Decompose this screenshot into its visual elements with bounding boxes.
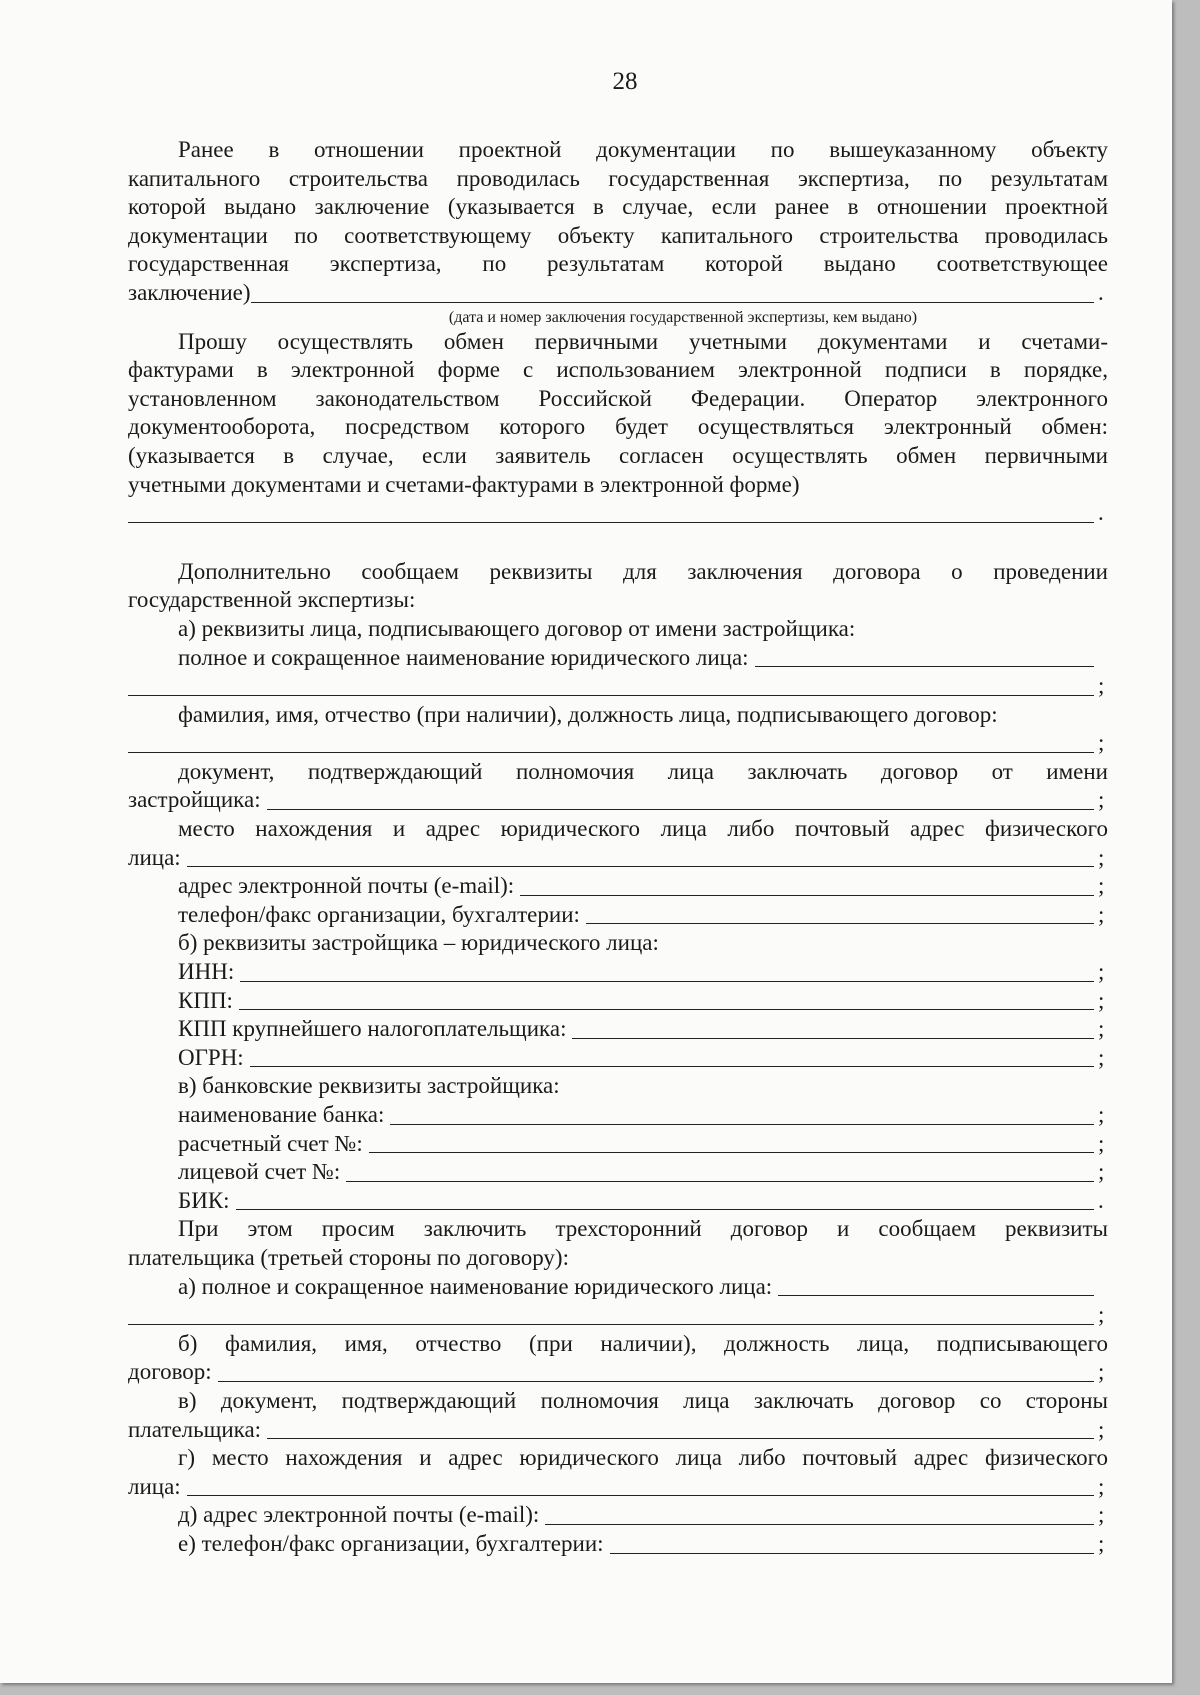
field-label: застройщика: <box>128 787 261 813</box>
address-input-line[interactable] <box>187 845 1094 867</box>
field-label: заключение) <box>128 279 251 305</box>
punctuation: ; <box>1098 1044 1105 1070</box>
field-label: наименование банка: <box>178 1102 385 1127</box>
text-line: учетными документами и счетами-фактурами в электронной форме) <box>128 471 800 497</box>
document-body <box>128 136 1108 1559</box>
punctuation: ; <box>1098 787 1105 813</box>
payer-email-input-line[interactable] <box>545 1503 1094 1525</box>
punctuation: ; <box>1098 1502 1105 1528</box>
bank-input-line[interactable] <box>390 1103 1094 1125</box>
payer-name-input-line[interactable] <box>778 1274 1094 1296</box>
payer-address-field-row <box>128 1473 1108 1502</box>
field-label: а) полное и сокращенное наименование юридического лица: <box>178 1273 773 1299</box>
text-line: плательщика (третьей стороны по договору): <box>128 1244 569 1270</box>
payer-address-input-line[interactable] <box>187 1474 1094 1496</box>
personal-account-input-line[interactable] <box>346 1160 1094 1182</box>
field-label: БИК: <box>178 1187 230 1213</box>
text-line: капитального строительства проводилась государственная экспертиза, по результатам <box>128 165 1108 191</box>
ogrn-input-line[interactable] <box>250 1045 1094 1067</box>
field-label: лицевой счет №: <box>178 1159 341 1185</box>
legal-name-continuation-row <box>128 672 1108 701</box>
section-title: а) реквизиты лица, подписывающего договор от имени застройщика: <box>178 615 856 641</box>
text-line: установленном законодательством Российской Федерации. Оператор электронного <box>128 385 1108 411</box>
legal-name-input-line-2[interactable] <box>128 674 1094 696</box>
legal-name-input-line[interactable] <box>755 645 1094 667</box>
phone-field-row <box>128 901 1108 930</box>
account-field-row <box>128 1130 1108 1159</box>
page-number: 28 <box>612 68 638 95</box>
punctuation: ; <box>1098 1130 1105 1156</box>
field-label: д) адрес электронной почты (e-mail): <box>178 1502 540 1528</box>
text-line: фактурами в электронной форме с использованием электронной подписи в порядке, <box>128 357 1108 383</box>
payer-name-continuation-row <box>128 1301 1108 1330</box>
account-input-line[interactable] <box>369 1131 1094 1153</box>
kpp-input-line[interactable] <box>239 988 1094 1010</box>
bank-field-row <box>128 1101 1108 1130</box>
email-input-line[interactable] <box>520 874 1094 896</box>
fio-field-row <box>128 729 1108 758</box>
text-line: документации по соответствующему объекту капитального строительства проводилась <box>128 222 1108 248</box>
inn-field-row <box>128 958 1108 987</box>
text-line: Дополнительно сообщаем реквизиты для заключения договора о проведении <box>178 558 1108 584</box>
payer-fio-field-row <box>128 1358 1108 1387</box>
punctuation: . <box>1098 279 1104 305</box>
punctuation: ; <box>1098 959 1105 985</box>
punctuation: ; <box>1098 1416 1105 1442</box>
text-line: г) место нахождения и адрес юридического лица либо почтовый адрес физического <box>178 1445 1108 1471</box>
text-line: государственной экспертизы: <box>128 587 416 613</box>
legal-name-field-row <box>128 644 1108 673</box>
section-title: б) реквизиты застройщика – юридического лица: <box>178 930 659 956</box>
payer-name-field-row <box>128 1273 1108 1302</box>
text-line: в) документ, подтверждающий полномочия лица заключать договор со стороны <box>178 1387 1108 1413</box>
kpp-major-input-line[interactable] <box>572 1017 1094 1039</box>
field-label: расчетный счет №: <box>178 1130 363 1156</box>
payer-phone-field-row <box>128 1530 1108 1559</box>
bik-input-line[interactable] <box>236 1188 1094 1210</box>
field-label: е) телефон/факс организации, бухгалтерии: <box>178 1530 604 1556</box>
ogrn-field-row <box>128 1044 1108 1073</box>
field-label: телефон/факс организации, бухгалтерии: <box>178 901 580 927</box>
text-line: документ, подтверждающий полномочия лица заключать договор от имени <box>178 758 1108 784</box>
punctuation: ; <box>1098 873 1105 899</box>
phone-input-line[interactable] <box>586 902 1094 924</box>
field-label: лица: <box>128 1473 181 1499</box>
fio-input-line[interactable] <box>128 731 1094 753</box>
punctuation: . <box>1098 500 1104 526</box>
conclusion-input-line[interactable] <box>251 281 1094 303</box>
authority-doc-field-row <box>128 786 1108 815</box>
text-line: которой выдано заключение (указывается в случае, если ранее в отношении проектной <box>128 194 1108 220</box>
field-label: договор: <box>128 1359 212 1385</box>
payer-fio-input-line[interactable] <box>218 1360 1094 1382</box>
field-label: КПП крупнейшего налогоплательщика: <box>178 1016 567 1042</box>
field-label: адрес электронной почты (e-mail): <box>178 873 515 899</box>
field-label: ОГРН: <box>178 1044 244 1070</box>
field-caption: (дата и номер заключения государственной экспертизы, кем выдано) <box>448 308 918 326</box>
text-line: место нахождения и адрес юридического лица либо почтовый адрес физического <box>178 816 1108 842</box>
kpp-field-row <box>128 987 1108 1016</box>
text-line: Ранее в отношении проектной документации по вышеуказанному объекту <box>178 137 1108 162</box>
bik-field-row <box>128 1187 1108 1216</box>
field-label: лица: <box>128 844 181 870</box>
payer-email-field-row <box>128 1501 1108 1530</box>
edo-operator-input-line[interactable] <box>128 501 1094 523</box>
punctuation: ; <box>1098 844 1105 870</box>
edo-operator-field-row <box>128 499 1108 528</box>
address-field-row <box>128 844 1108 873</box>
punctuation: ; <box>1098 1530 1105 1556</box>
text-line: Прошу осуществлять обмен первичными учетными документами и счетами- <box>178 328 1108 354</box>
payer-authority-input-line[interactable] <box>267 1417 1094 1439</box>
text-line: При этом просим заключить трехсторонний договор и сообщаем реквизиты <box>178 1216 1108 1242</box>
punctuation: ; <box>1098 1102 1105 1127</box>
punctuation: . <box>1098 1187 1104 1213</box>
kpp-major-field-row <box>128 1015 1108 1044</box>
payer-authority-field-row <box>128 1416 1108 1445</box>
authority-doc-input-line[interactable] <box>267 788 1094 810</box>
inn-input-line[interactable] <box>240 960 1094 982</box>
field-label: плательщика: <box>128 1416 262 1442</box>
field-label: полное и сокращенное наименование юридического лица: <box>178 644 749 670</box>
email-field-row <box>128 872 1108 901</box>
punctuation: ; <box>1098 1159 1105 1185</box>
personal-account-field-row <box>128 1158 1108 1187</box>
field-label: фамилия, имя, отчество (при наличии), должность лица, подписывающего договор: <box>178 701 998 727</box>
punctuation: ; <box>1098 1302 1105 1328</box>
punctuation: ; <box>1098 730 1105 756</box>
punctuation: ; <box>1098 1359 1105 1385</box>
payer-phone-input-line[interactable] <box>610 1532 1094 1554</box>
text-line: (указывается в случае, если заявитель согласен осуществлять обмен первичными <box>128 442 1108 468</box>
conclusion-field-row <box>128 279 1108 308</box>
spacer <box>128 528 1108 558</box>
punctuation: ; <box>1098 1473 1105 1499</box>
section-title: в) банковские реквизиты застройщика: <box>178 1073 560 1099</box>
punctuation: ; <box>1098 901 1105 927</box>
punctuation: ; <box>1098 673 1105 699</box>
punctuation: ; <box>1098 987 1105 1013</box>
text-line: б) фамилия, имя, отчество (при наличии), должность лица, подписывающего <box>178 1330 1108 1356</box>
payer-name-input-line-2[interactable] <box>128 1303 1094 1325</box>
field-label: ИНН: <box>178 959 235 985</box>
field-label: КПП: <box>178 987 233 1013</box>
text-line: документооборота, посредством которого будет осуществляться электронный обмен: <box>128 414 1108 440</box>
punctuation: ; <box>1098 1016 1105 1042</box>
text-line: государственная экспертиза, по результатам которой выдано соответствующее <box>128 251 1108 277</box>
